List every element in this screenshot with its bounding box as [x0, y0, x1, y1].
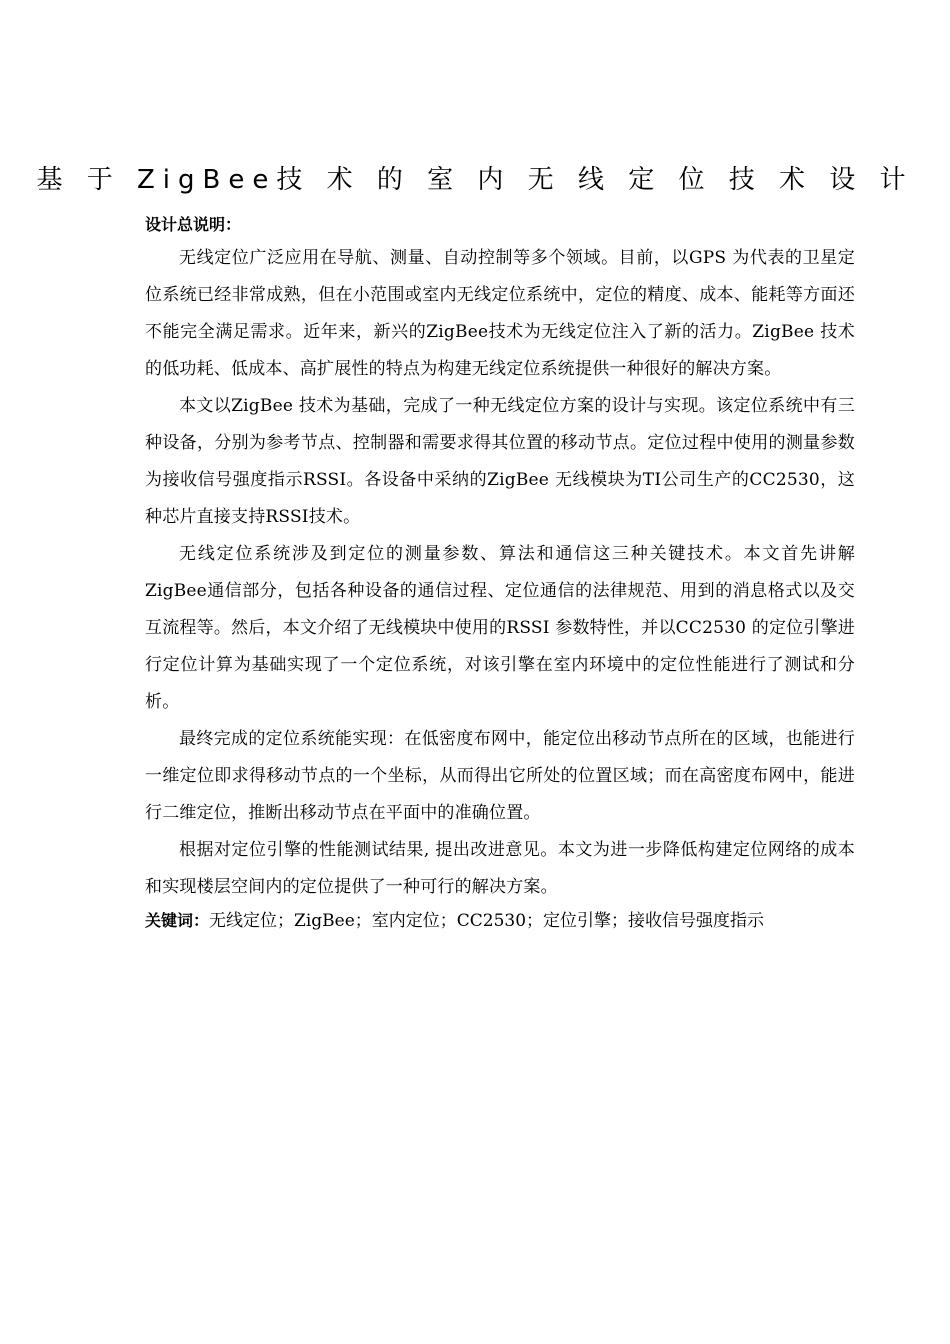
document-body: [145, 212, 855, 936]
keywords-text: 无线定位；ZigBee；室内定位；CC2530；定位引擎；接收信号强度指示: [209, 911, 765, 931]
keywords-line: [145, 906, 855, 936]
document-title: 基 于 ZigBee技 术 的 室 内 无 线 定 位 技 术 设 计: [36, 165, 914, 195]
paragraph-2: 本文以ZigBee 技术为基础，完成了一种无线定位方案的设计与实现。该定位系统中有三种设备，分别为参考节点、控制器和需要求得其位置的移动节点。定位过程中使用的测量参数为接收信号强度指示RSSI。各设备中采纳的ZigBee 无线模块为TI公司生产的CC2530，这种芯片直接支持RSSI技术。: [145, 396, 855, 527]
summary-label: 设计总说明：: [145, 215, 242, 234]
paragraph-3: 无线定位系统涉及到定位的测量参数、算法和通信这三种关键技术。本文首先讲解ZigBee通信部分，包括各种设备的通信过程、定位通信的法律规范、用到的消息格式以及交互流程等。然后，本文介绍了无线模块中使用的RSSI 参数特性，并以CC2530 的定位引擎进行定位计算为基础实现了一个定位系统，对该引擎在室内环境中的定位性能进行了测试和分析。: [145, 544, 855, 712]
keywords-label: 关键词：: [145, 911, 210, 930]
paragraph-1: 无线定位广泛应用在导航、测量、自动控制等多个领域。目前，以GPS 为代表的卫星定位系统已经非常成熟，但在小范围或室内无线定位系统中，定位的精度、成本、能耗等方面还不能完全满足需求。近年来，新兴的ZigBee技术为无线定位注入了新的活力。ZigBee 技术的低功耗、低成本、高扩展性的特点为构建无线定位系统提供一种很好的解决方案。: [145, 248, 855, 379]
paragraph-5: 根据对定位引擎的性能测试结果, 提出改进意见。本文为进一步降低构建定位网络的成本和实现楼层空间内的定位提供了一种可行的解决方案。: [145, 840, 855, 897]
paragraph-4: 最终完成的定位系统能实现：在低密度布网中，能定位出移动节点所在的区域，也能进行一维定位即求得移动节点的一个坐标，从而得出它所处的位置区域；而在高密度布网中，能进行二维定位，推断出移动节点在平面中的准确位置。: [145, 729, 855, 823]
